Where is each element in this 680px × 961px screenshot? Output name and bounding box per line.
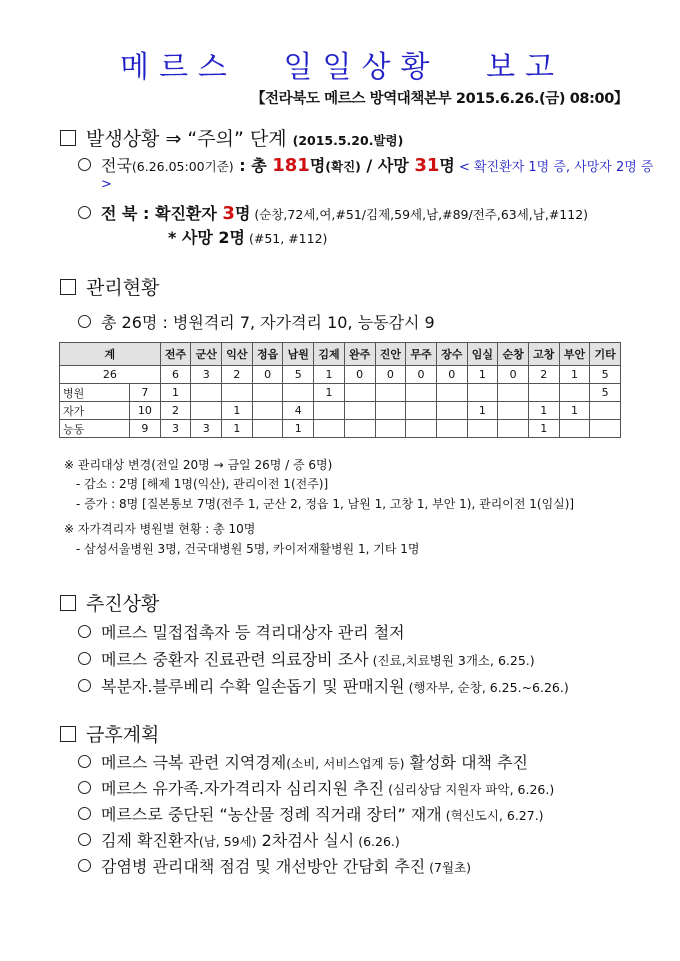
circle-bullet-icon bbox=[78, 158, 91, 171]
circle-bullet-icon bbox=[78, 859, 91, 872]
plan-item: 메르스로 중단된 “농산물 정례 직거래 장터” 재개 (혁신도시, 6.27.) bbox=[78, 802, 544, 825]
note-hospital-summary: ※ 자가격리자 병원별 현황 : 총 10명 bbox=[64, 522, 256, 536]
circle-bullet-icon bbox=[78, 781, 91, 794]
national-death-count: 31 bbox=[414, 155, 440, 176]
section-plan-heading: 금후계획 bbox=[60, 720, 159, 747]
note-change-summary: ※ 관리대상 변경(전일 20명 → 금일 26명 / 증 6명) bbox=[64, 458, 333, 472]
section-progress-heading: 추진상황 bbox=[60, 589, 159, 616]
circle-bullet-icon bbox=[78, 206, 91, 219]
circle-bullet-icon bbox=[78, 807, 91, 820]
table-row-active-monitoring: 능동 9 3 3 1 1 1 bbox=[60, 420, 621, 438]
circle-bullet-icon bbox=[78, 679, 91, 692]
jeonbuk-confirmed-count: 3 bbox=[222, 203, 235, 224]
table-row-hospital: 병원 7 1 1 5 bbox=[60, 384, 621, 402]
circle-bullet-icon bbox=[78, 625, 91, 638]
table-row-self-quarantine: 자가 10 2 1 4 1 1 1 bbox=[60, 402, 621, 420]
section-occurrence-heading: 발생상황 ⇒ “주의” 단계 (2015.5.20.발령) bbox=[60, 124, 403, 151]
national-confirmed-count: 181 bbox=[272, 155, 310, 176]
report-source-date: 【전라북도 메르스 방역대책본부 2015.6.26.(금) 08:00】 bbox=[250, 91, 628, 107]
plan-item: 메르스 유가족.자가격리자 심리지원 추진 (심리상담 지원자 파악, 6.26.) bbox=[78, 776, 554, 799]
checkbox-square-icon bbox=[60, 726, 76, 742]
jeonbuk-death-line: * 사망 2명 (#51, #112) bbox=[168, 228, 328, 247]
table-header-row: 계 전주 군산 익산 정읍 남원 김제 완주 진안 무주 장수 임실 순창 고창 부안 기타 bbox=[60, 343, 621, 366]
checkbox-square-icon bbox=[60, 279, 76, 295]
national-change-close: > bbox=[101, 177, 112, 192]
note-increase: - 증가 : 8명 [질본통보 7명(전주 1, 군산 2, 정읍 1, 남원 1, 고창 1, 부안 1), 관리이전 1(임실)] bbox=[76, 497, 575, 511]
circle-bullet-icon bbox=[78, 652, 91, 665]
progress-item: 복분자.블루베리 수확 일손돕기 및 판매지원 (행자부, 순창, 6.25.~6.26.) bbox=[78, 674, 569, 697]
management-table bbox=[59, 342, 621, 438]
plan-item: 감염병 관리대책 점검 및 개선방안 간담회 추진 (7월초) bbox=[78, 854, 471, 877]
circle-bullet-icon bbox=[78, 833, 91, 846]
report-title: 메 르 스 일 일 상 황 보 고 bbox=[119, 50, 561, 85]
checkbox-square-icon bbox=[60, 595, 76, 611]
jeonbuk-status-line: 전 북 : 확진환자 3명 (순창,72세,여,#51/김제,59세,남,#89/전주,63세,남,#112) bbox=[78, 201, 588, 224]
management-summary: 총 26명 : 병원격리 7, 자가격리 10, 능동감시 9 bbox=[78, 310, 435, 333]
plan-item: 메르스 극복 관련 지역경제(소비, 서비스업계 등) 활성화 대책 추진 bbox=[78, 750, 528, 773]
checkbox-square-icon bbox=[60, 130, 76, 146]
table-row-total: 26 6 3 2 0 5 1 0 0 0 0 1 0 2 1 5 bbox=[60, 366, 621, 384]
plan-item: 김제 확진환자(남, 59세) 2차검사 실시 (6.26.) bbox=[78, 828, 400, 851]
note-hospital-breakdown: - 삼성서울병원 3명, 건국대병원 5명, 카이저재활병원 1, 기타 1명 bbox=[76, 542, 420, 556]
national-status-line: 전국(6.26.05:00기준) : 총 181명(확진) / 사망 31명 < 확진환자 1명 증, 사망자 2명 증 bbox=[78, 153, 654, 176]
circle-bullet-icon bbox=[78, 315, 91, 328]
note-decrease: - 감소 : 2명 [해제 1명(익산), 관리이전 1(전주)] bbox=[76, 477, 329, 491]
section-management-heading: 관리현황 bbox=[60, 273, 159, 300]
progress-item: 메르스 밀접접촉자 등 격리대상자 관리 철저 bbox=[78, 620, 405, 643]
circle-bullet-icon bbox=[78, 755, 91, 768]
progress-item: 메르스 중환자 진료관련 의료장비 조사 (진료,치료병원 3개소, 6.25.) bbox=[78, 647, 535, 670]
